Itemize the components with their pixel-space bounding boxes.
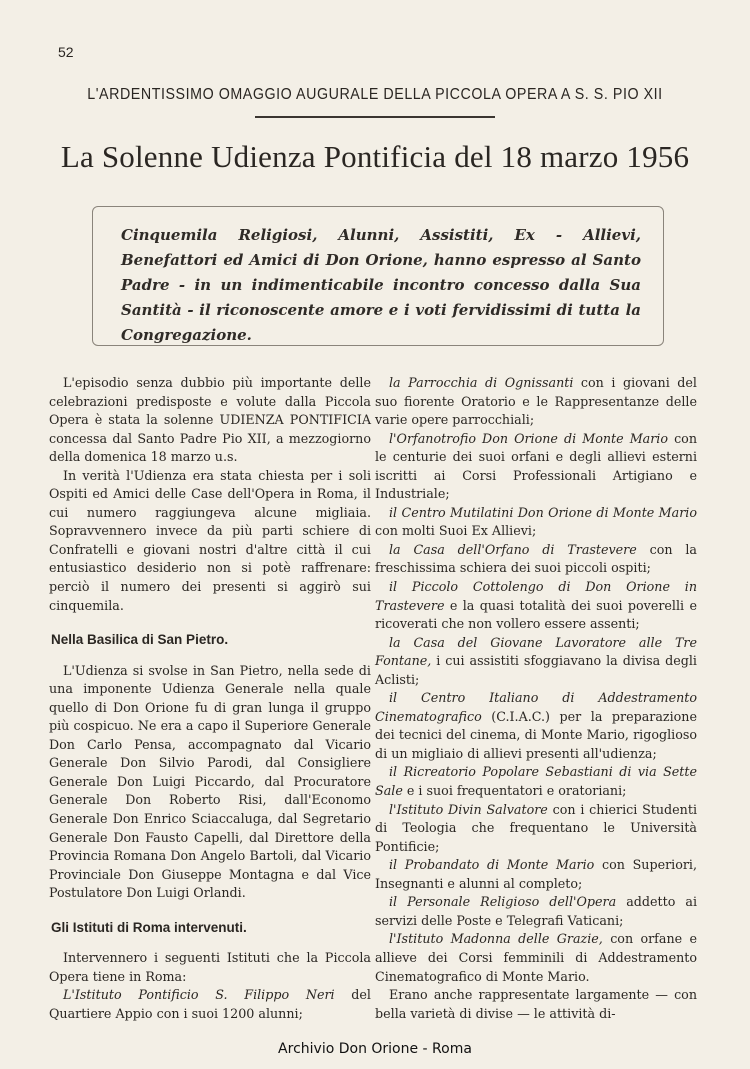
list-item xyxy=(375,504,697,541)
list-item xyxy=(375,930,697,986)
institute-name: il Centro Italiano di Addestramento Cinematografico xyxy=(375,690,697,724)
list-item xyxy=(375,801,697,857)
article-title: La Solenne Udienza Pontificia del 18 marzo 1956 xyxy=(60,139,690,174)
institute-detail: i cui assistiti sfoggiavano la divisa degli Aclisti; xyxy=(375,653,697,687)
list-item xyxy=(375,856,697,893)
institute-name: il Centro Mutilatini Don Orione di Monte Mario xyxy=(389,504,697,520)
institute-detail: con le centurie dei suoi orfani e degli allievi esterni iscritti ai Corsi Professionali Artigiano e Industriale; xyxy=(375,430,697,502)
paragraph: In verità l'Udienza era stata chiesta per i soli Ospiti ed Amici delle Case dell'Opera in Roma, il cui numero raggiungeva alcune migliaia. Sopravvennero invece da più parti schiere di Confratelli e giovani nostri d'altre città il cui entusiastico desiderio non si potè raffrenare: perciò il numero dei presenti si aggirò sui cinquemila. xyxy=(49,467,371,613)
institute-detail: e la quasi totalità dei suoi poverelli e ricoverati che non vollero essere assenti; xyxy=(375,597,697,632)
paragraph: Erano anche rappresentate largamente — con bella varietà di divise — le attività di- xyxy=(375,987,697,1021)
institute-name: l'Orfanotrofio Don Orione di Monte Mario xyxy=(389,430,669,446)
institute-name: l'Istituto Divin Salvatore xyxy=(389,801,548,817)
dedication-box xyxy=(92,206,664,346)
paragraph: L'episodio senza dubbio più importante delle celebrazioni predisposte e volute dalla Piccola Opera è stata la solenne UDIENZA PONTIFICIA concessa dal Santo Padre Pio XII, a mezzogiorno della domenica 18 marzo u.s. xyxy=(49,375,371,465)
institute-name: L'Istituto Pontificio S. Filippo Neri xyxy=(63,987,335,1003)
institute-detail: con i giovani del suo fiorente Oratorio e le Rappresentanze delle varie opere parrocchiali; xyxy=(375,375,697,428)
institute-detail: con la freschissima schiera dei suoi piccoli ospiti; xyxy=(375,541,697,576)
right-column xyxy=(375,374,697,1023)
archive-credit: Archivio Don Orione - Roma xyxy=(278,1041,472,1057)
institute-name: la Casa dell'Orfano di Trastevere xyxy=(389,541,637,557)
institute-detail: con i chierici Studenti di Teologia che frequentano le Università Pontificie; xyxy=(375,801,698,854)
list-item xyxy=(375,689,697,763)
left-column xyxy=(49,374,371,1024)
paragraph: Intervennero i seguenti Istituti che la Piccola Opera tiene in Roma: xyxy=(49,950,371,984)
kicker-heading: L'ARDENTISSIMO OMAGGIO AUGURALE DELLA PICCOLA OPERA A S. S. PIO XII xyxy=(87,86,663,103)
institute-name: la Parrocchia di Ognissanti xyxy=(389,375,574,390)
section-heading: Gli Istituti di Roma intervenuti. xyxy=(51,919,247,935)
dedication-text: Cinquemila Religiosi, Alunni, Assistiti, Ex - Allievi, Benefattori ed Amici di Don Orione, hanno espresso al Santo Padre - in un indimenticabile incontro concesso dalla Sua Santità - il riconoscente amore e i voti fervidissimi di tutta la Congregazione. xyxy=(121,226,641,344)
list-item xyxy=(375,893,697,930)
section-heading: Nella Basilica di San Pietro. xyxy=(51,632,229,648)
institute-detail: addetto ai servizi delle Poste e Telegrafi Vaticani; xyxy=(375,894,698,928)
paragraph xyxy=(49,986,371,1023)
paragraph: L'Udienza si svolse in San Pietro, nella sede di una imponente Udienza Generale nella quale quello di Don Orione fu di gran lunga il gruppo più cospicuo. Ne era a capo il Superiore Generale Don Carlo Pensa, accompagnato dal Vicario Generale Don Silvio Parodi, dal Consigliere Generale Don Luigi Piccardo, dal Procuratore Generale Don Roberto Risi, dall'Economo Generale Don Enrico Sciaccaluga, dal Segretario Generale Don Fausto Capelli, dal Direttore della Provincia Romana Don Angelo Bartoli, dal Vicario Provinciale Don Giuseppe Montagna e dal Vice Postulatore Don Luigi Orlandi. xyxy=(49,662,371,901)
institute-detail: con molti Suoi Ex Allievi; xyxy=(375,523,537,539)
institute-name: la Casa del Giovane Lavoratore alle Tre Fontane, xyxy=(375,634,697,669)
list-item xyxy=(375,634,697,690)
list-item xyxy=(375,763,697,800)
list-item xyxy=(375,374,697,430)
institute-name: il Personale Religioso dell'Opera xyxy=(389,894,617,910)
title-divider xyxy=(255,116,495,118)
institute-detail: con orfane e allieve dei Corsi femminili di Addestramento Cinematografico di Monte Mario. xyxy=(375,931,697,984)
institute-detail: (C.I.A.C.) per la preparazione dei tecnici del cinema, di Monte Mario, rigoglioso di un migliaio di allievi presenti all'udienza; xyxy=(375,708,697,761)
list-item xyxy=(375,541,697,578)
institute-detail: e i suoi frequentatori e oratoriani; xyxy=(402,783,627,799)
institute-name: il Ricreatorio Popolare Sebastiani di via Sette Sale xyxy=(375,764,697,799)
institute-name: il Probandato di Monte Mario xyxy=(389,857,595,873)
list-item xyxy=(375,578,697,634)
institute-name: l'Istituto Madonna delle Grazie, xyxy=(389,931,603,947)
institute-detail: del Quartiere Appio con i suoi 1200 alunni; xyxy=(49,987,371,1021)
list-item xyxy=(375,430,697,504)
page-number: 52 xyxy=(58,44,74,60)
institute-name: il Piccolo Cottolengo di Don Orione in Trastevere xyxy=(375,579,697,613)
institute-detail: con Superiori, Insegnanti e alunni al completo; xyxy=(375,857,697,891)
